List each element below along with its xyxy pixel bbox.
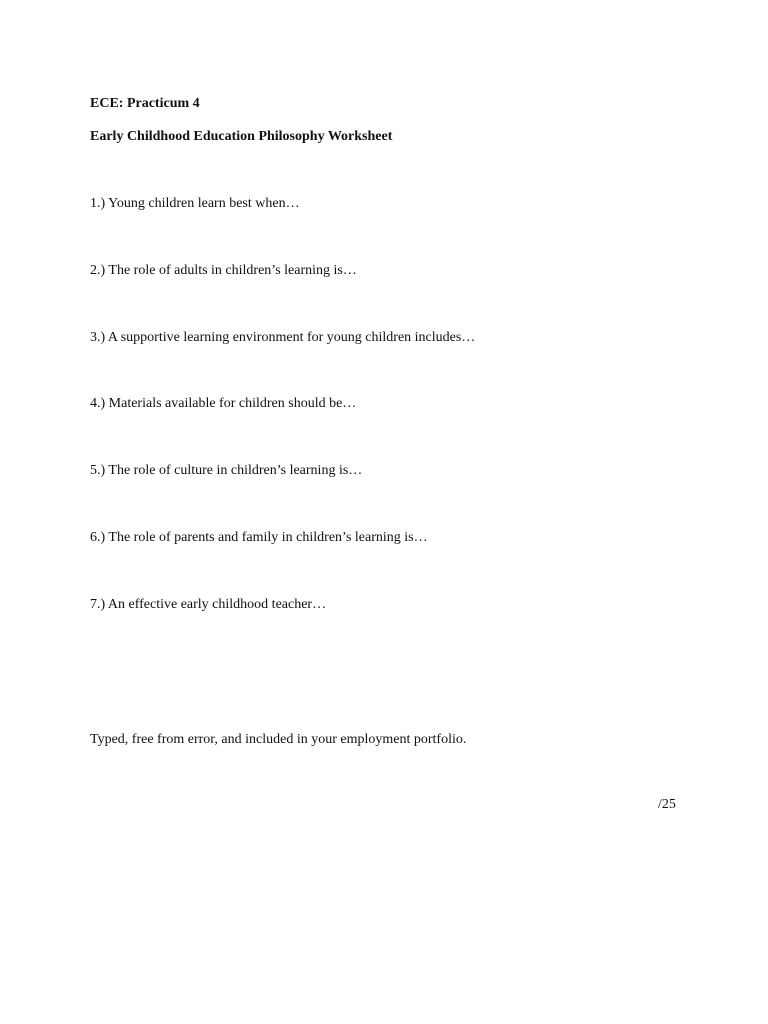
question-1: 1.) Young children learn best when… bbox=[90, 196, 300, 211]
question-2: 2.) The role of adults in children’s learning is… bbox=[90, 263, 357, 278]
worksheet-title: Early Childhood Education Philosophy Worksheet bbox=[90, 129, 393, 144]
question-6: 6.) The role of parents and family in children’s learning is… bbox=[90, 530, 428, 545]
question-7: 7.) An effective early childhood teacher… bbox=[90, 597, 327, 612]
score-total: /25 bbox=[658, 797, 676, 812]
requirement-note: Typed, free from error, and included in your employment portfolio. bbox=[90, 732, 467, 747]
course-heading: ECE: Practicum 4 bbox=[90, 96, 200, 111]
question-3: 3.) A supportive learning environment for young children includes… bbox=[90, 330, 476, 345]
question-4: 4.) Materials available for children should be… bbox=[90, 396, 357, 411]
question-5: 5.) The role of culture in children’s learning is… bbox=[90, 463, 363, 478]
